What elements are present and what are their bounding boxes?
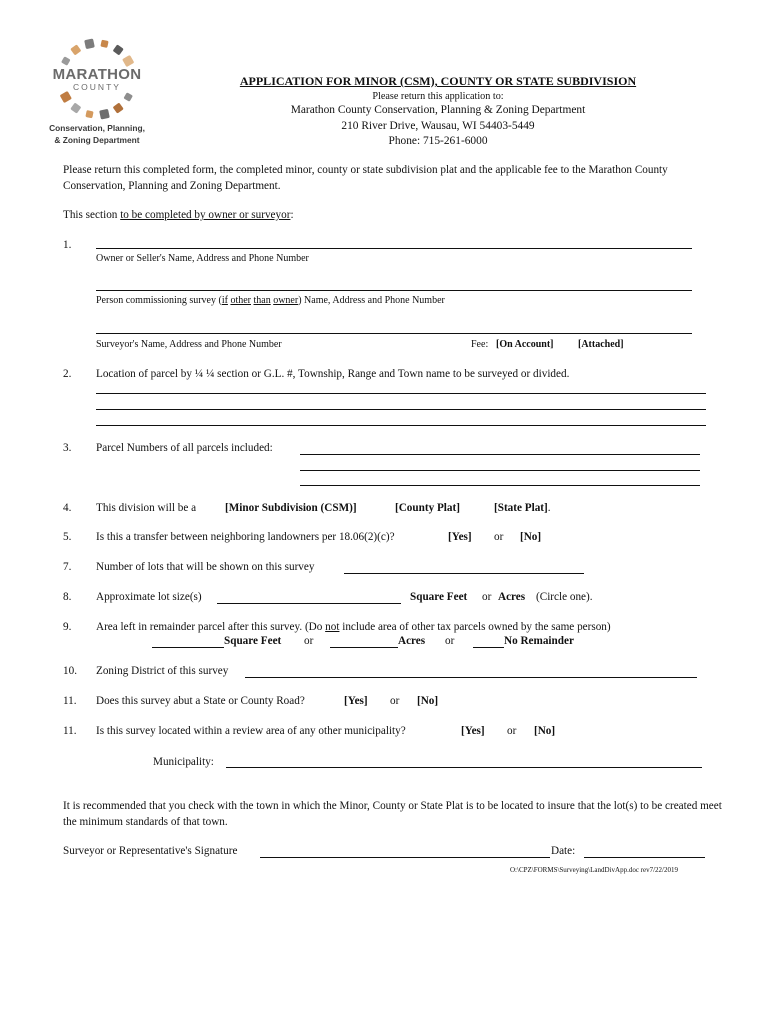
- signature-label: Surveyor or Representative's Signature: [63, 845, 238, 857]
- q9-no-remainder-label: No Remainder: [504, 635, 574, 647]
- logo-name: MARATHON: [52, 66, 142, 83]
- q7-text: Number of lots that will be shown on this survey: [96, 561, 315, 573]
- q9-acres-label: Acres: [398, 635, 426, 647]
- logo-tile: [113, 44, 124, 55]
- q5-or: or: [494, 531, 504, 543]
- logo-tile: [70, 44, 81, 55]
- parcel-field-1[interactable]: [300, 454, 700, 455]
- q8-number: 8.: [63, 591, 72, 603]
- q5-yes-option[interactable]: [Yes]: [448, 531, 472, 543]
- lot-count-field[interactable]: [344, 573, 584, 574]
- section-lead: This section: [63, 209, 121, 221]
- surveyor-field[interactable]: [96, 333, 692, 334]
- q4-number: 4.: [63, 502, 72, 514]
- lot-size-field[interactable]: [217, 603, 401, 604]
- parcel-field-2[interactable]: [300, 470, 700, 471]
- option-county-plat[interactable]: [County Plat]: [395, 502, 460, 514]
- q1-number: 1.: [63, 239, 72, 251]
- q11a-no-option[interactable]: [No]: [417, 695, 439, 707]
- form-title: APPLICATION FOR MINOR (CSM), COUNTY OR STATE SUBDIVISION: [239, 74, 637, 88]
- commissioner-label-than: than: [253, 295, 271, 306]
- file-path-footer: O:\CPZ\FORMS\Surveying\LandDivApp.doc rev7/22/2019: [510, 866, 678, 874]
- logo-tile: [99, 109, 110, 120]
- q11b-text: Is this survey located within a review area of any other municipality?: [96, 725, 406, 737]
- fee-attached-option[interactable]: [Attached]: [578, 339, 624, 350]
- dept-name: Marathon County Conservation, Planning & Zoning Department: [290, 104, 586, 116]
- option-state-plat-period: .: [547, 502, 551, 514]
- q3-number: 3.: [63, 442, 72, 454]
- q11a-text: Does this survey abut a State or County Road?: [96, 695, 305, 707]
- remainder-sqft-field[interactable]: [152, 647, 224, 648]
- dept-phone: Phone: 715-261-6000: [388, 135, 488, 147]
- municipality-field[interactable]: [226, 767, 702, 768]
- dept-address: 210 River Drive, Wausau, WI 54403-5449: [341, 120, 535, 132]
- section-note: [63, 207, 723, 223]
- q11b-yes-option[interactable]: [Yes]: [461, 725, 485, 737]
- owner-field[interactable]: [96, 248, 692, 249]
- logo-tile: [60, 91, 72, 103]
- section-underlined: to be completed by owner or surveyor: [120, 209, 291, 221]
- q11a-yes-option[interactable]: [Yes]: [344, 695, 368, 707]
- q8-acres-option[interactable]: Acres: [498, 591, 526, 603]
- commissioner-label: [96, 295, 445, 306]
- commissioner-label-other: other: [230, 295, 251, 306]
- logo-tile: [84, 38, 95, 49]
- option-minor-subdivision[interactable]: [Minor Subdivision (CSM)]: [225, 502, 357, 514]
- q9-square-feet-label: Square Feet: [224, 635, 282, 647]
- fee-label: Fee:: [471, 339, 489, 350]
- option-state-plat-label: [State Plat]: [494, 502, 548, 514]
- q2-text: Location of parcel by ¼ ¼ section or G.L. #, Township, Range and Town name to be surveyed or divided.: [96, 368, 570, 380]
- q8-or: or: [482, 591, 492, 603]
- q10-number: 10.: [63, 665, 77, 677]
- q9-or-2: or: [445, 635, 455, 647]
- logo-tile: [113, 103, 124, 114]
- q9-number: 9.: [63, 621, 72, 633]
- q8-text: Approximate lot size(s): [96, 591, 202, 603]
- commissioner-label-post: ) Name, Address and Phone Number: [298, 295, 445, 306]
- q5-text: Is this a transfer between neighboring landowners per 18.06(2)(c)?: [96, 531, 395, 543]
- q9-text-pre: Area left in remainder parcel after this survey. (Do: [96, 621, 326, 633]
- zoning-district-field[interactable]: [245, 677, 697, 678]
- signature-field[interactable]: [260, 857, 550, 858]
- logo-county: COUNTY: [73, 82, 121, 92]
- q9-or-1: or: [304, 635, 314, 647]
- commissioner-label-owner: owner: [273, 295, 299, 306]
- q2-number: 2.: [63, 368, 72, 380]
- owner-label: Owner or Seller's Name, Address and Phone Number: [96, 253, 309, 264]
- logo-dept-line2: & Zoning Department: [54, 135, 140, 145]
- q5-number: 5.: [63, 531, 72, 543]
- logo-tile: [100, 40, 108, 48]
- location-field-1[interactable]: [96, 393, 706, 394]
- surveyor-label: Surveyor's Name, Address and Phone Number: [96, 339, 282, 350]
- q7-number: 7.: [63, 561, 72, 573]
- q10-text: Zoning District of this survey: [96, 665, 229, 677]
- q8-square-feet-option[interactable]: Square Feet: [410, 591, 468, 603]
- q11b-no-option[interactable]: [No]: [534, 725, 556, 737]
- q4-text: This division will be a: [96, 502, 197, 514]
- q11a-number: 11.: [63, 695, 77, 707]
- q9-text-post: include area of other tax parcels owned by the same person): [339, 621, 611, 633]
- logo-tile: [123, 92, 133, 102]
- q3-text: Parcel Numbers of all parcels included:: [96, 442, 273, 454]
- recommendation-paragraph: It is recommended that you check with the town in which the Minor, County or State Plat is to be located to insure that the lot(s) to be created meet the minimum standards of that town.: [63, 800, 722, 828]
- q11b-number: 11.: [63, 725, 77, 737]
- commissioner-field[interactable]: [96, 290, 692, 291]
- q9-text: [96, 621, 611, 633]
- q8-circle-note: (Circle one).: [536, 591, 593, 603]
- logo-tile: [70, 103, 81, 114]
- date-field[interactable]: [584, 857, 705, 858]
- q9-text-not: not: [325, 621, 340, 633]
- logo-tile: [85, 110, 93, 118]
- remainder-acres-field[interactable]: [330, 647, 398, 648]
- logo-department: [40, 122, 154, 146]
- no-remainder-field[interactable]: [473, 647, 504, 648]
- q5-no-option[interactable]: [No]: [520, 531, 542, 543]
- parcel-field-3[interactable]: [300, 485, 700, 486]
- logo-dept-line1: Conservation, Planning,: [49, 123, 145, 133]
- q11a-or: or: [390, 695, 400, 707]
- fee-on-account-option[interactable]: [On Account]: [496, 339, 554, 350]
- location-field-3[interactable]: [96, 425, 706, 426]
- intro-paragraph: Please return this completed form, the completed minor, county or state subdivision plat and the applicable fee to the Marathon County Conservation, Planning and Zoning Department.: [63, 164, 668, 192]
- date-label: Date:: [551, 845, 576, 857]
- municipality-label: Municipality:: [153, 756, 214, 768]
- location-field-2[interactable]: [96, 409, 706, 410]
- q11b-or: or: [507, 725, 517, 737]
- option-state-plat[interactable]: [494, 502, 551, 514]
- commissioner-label-if: if: [221, 295, 228, 306]
- logo-tile: [61, 56, 71, 66]
- commissioner-label-pre: Person commissioning survey (: [96, 295, 222, 306]
- section-colon: :: [290, 209, 294, 221]
- return-note: Please return this application to:: [372, 91, 504, 102]
